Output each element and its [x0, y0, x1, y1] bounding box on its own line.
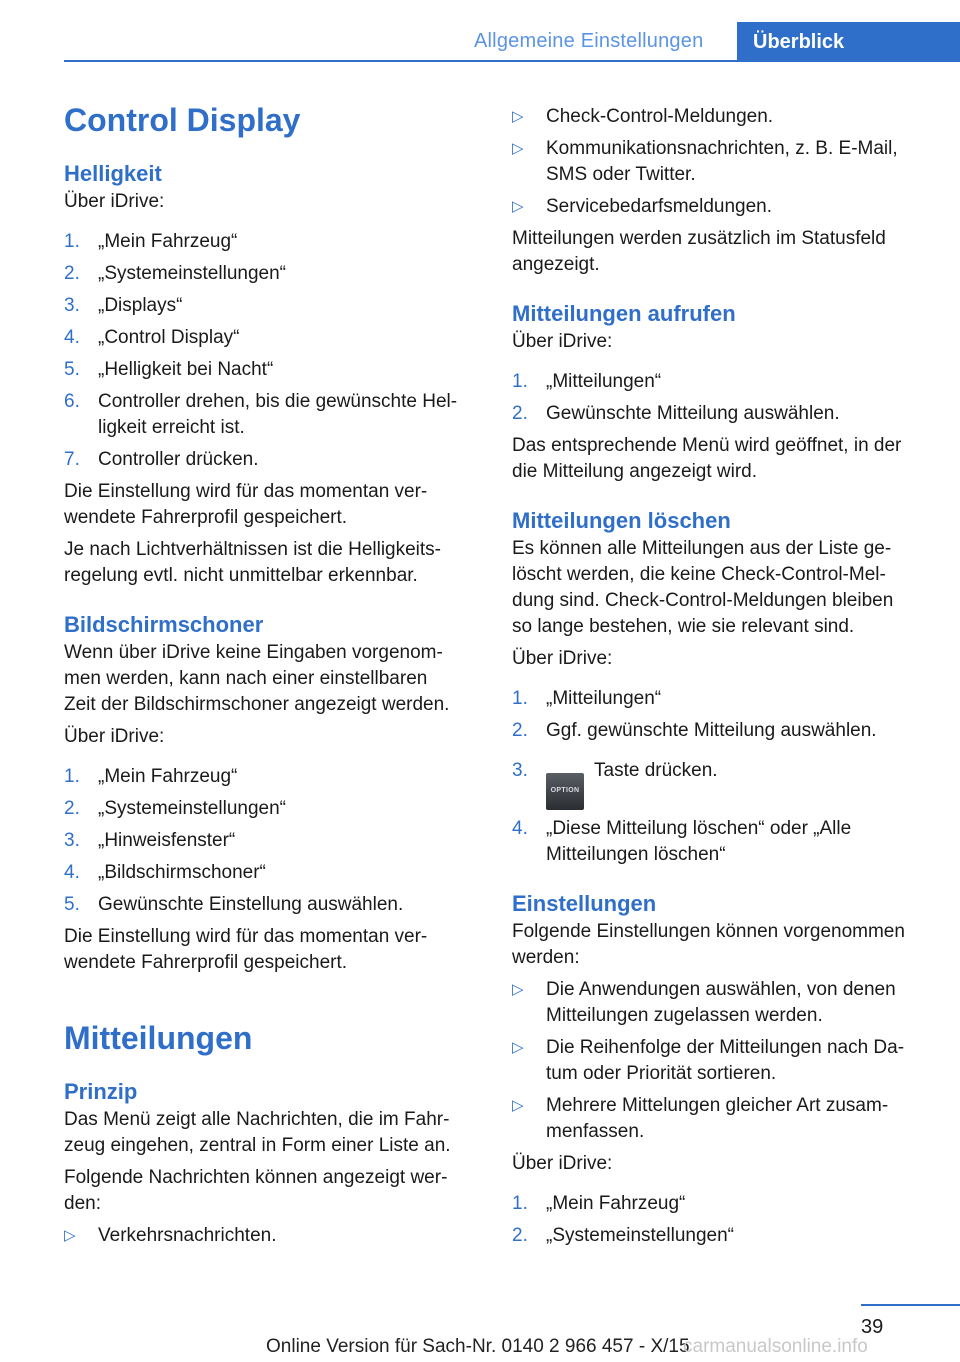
list-item: 1. „Mein Fahrzeug“	[64, 766, 238, 787]
triangle-bullet-icon: ▷	[64, 1227, 76, 1244]
triangle-bullet-icon: ▷	[512, 198, 524, 215]
heading-mitteilungen-loeschen: Mitteilungen löschen	[512, 508, 731, 533]
steps-bildschirmschoner	[64, 764, 484, 918]
intro-aufrufen: Über iDrive:	[512, 331, 613, 352]
list-item: 6. Controller drehen, bis die gewünschte Hel‐ ligkeit erreicht ist.	[64, 391, 458, 438]
list-item: 1. „Mitteilungen“	[512, 371, 662, 392]
header-rule	[64, 60, 960, 62]
triangle-bullet-icon: ▷	[512, 981, 524, 998]
steps-einstellungen	[512, 1191, 932, 1249]
heading-mitteilungen-aufrufen: Mitteilungen aufrufen	[512, 301, 736, 326]
text-prinzip: Das Menü zeigt alle Nachrichten, die im Fahr‐ zeug eingehen, zentral in Form einer Liste an.	[64, 1109, 451, 1156]
note-aufrufen: Das entsprechende Menü wird geöffnet, in der die Mitteilung angezeigt wird.	[512, 435, 902, 482]
text-loeschen: Es können alle Mitteilungen aus der Liste ge‐ löscht werden, die keine Check-Control-Mel‐ dung sind. Check-Control-Meldungen bleiben so lange bestehen, wie sie relevant sind.	[512, 538, 894, 637]
note-helligkeit-profil: Die Einstellung wird für das momentan ver‐ wendete Fahrerprofil gespeichert.	[64, 481, 428, 528]
triangle-bullet-icon: ▷	[512, 140, 524, 157]
triangle-bullet-icon: ▷	[512, 108, 524, 125]
list-item: 2. „Systemeinstellungen“	[64, 798, 286, 819]
bullets-nachrichten	[512, 104, 932, 220]
list-item: ▷ Verkehrsnachrichten.	[64, 1223, 484, 1249]
note-bildschirmschoner: Die Einstellung wird für das momentan ver‐ wendete Fahrerprofil gespeichert.	[64, 926, 428, 973]
footer-version-note: Online Version für Sach-Nr. 0140 2 966 457 - X/15	[266, 1336, 690, 1357]
list-item: 3. OPTIONTaste drücken.	[512, 758, 932, 810]
right-column	[512, 100, 932, 1249]
note-helligkeit-licht: Je nach Lichtverhältnissen ist die Helligkeits‐ regelung evtl. nicht unmittelbar erkennbar.	[64, 539, 442, 586]
left-column	[64, 100, 484, 1249]
page-number: 39	[861, 1316, 884, 1338]
steps-helligkeit	[64, 229, 484, 473]
list-item: 2. „Systemeinstellungen“	[512, 1225, 734, 1246]
list-item: 5. Gewünschte Einstellung auswählen.	[64, 894, 404, 915]
list-item: 1. „Mein Fahrzeug“	[64, 231, 238, 252]
list-item: ▷ Mehrere Mittelungen gleicher Art zusam‐ menfassen.	[512, 1095, 889, 1142]
list-item: 4. „Diese Mitteilung löschen“ oder „Alle Mitteilungen löschen“	[512, 818, 852, 865]
heading-helligkeit: Helligkeit	[64, 161, 162, 186]
section-tab-label: Überblick	[753, 31, 845, 53]
watermark: carmanualsonline.info	[683, 1336, 868, 1357]
note-statusfeld: Mitteilungen werden zusätzlich im Statusfeld angezeigt.	[512, 228, 886, 275]
triangle-bullet-icon: ▷	[512, 1039, 524, 1056]
section-tab	[737, 22, 960, 61]
text-bildschirmschoner: Wenn über iDrive keine Eingaben vorgenom‐ men werden, kann nach einer einstellbaren Zeit der Bildschirmschoner angezeigt werden.	[64, 642, 450, 715]
intro-loeschen: Über iDrive:	[512, 648, 613, 669]
list-item: 2. Gewünschte Mitteilung auswählen.	[512, 403, 840, 424]
list-item: 4. „Bildschirmschoner“	[64, 862, 266, 883]
list-item: ▷ Check-Control-Meldungen.	[512, 104, 932, 130]
steps-loeschen	[512, 686, 932, 868]
text-prinzip-2: Folgende Nachrichten können angezeigt wer‐ den:	[64, 1167, 448, 1214]
list-item: ▷ Servicebedarfsmeldungen.	[512, 194, 932, 220]
list-item: 5. „Helligkeit bei Nacht“	[64, 359, 274, 380]
bullets-prinzip	[64, 1223, 484, 1249]
heading-control-display: Control Display	[64, 102, 301, 138]
list-item: 1. „Mein Fahrzeug“	[512, 1193, 686, 1214]
heading-einstellungen: Einstellungen	[512, 891, 657, 916]
intro-helligkeit: Über iDrive:	[64, 191, 165, 212]
list-item: 2. Ggf. gewünschte Mitteilung auswählen.	[512, 720, 877, 741]
chapter-title: Allgemeine Einstellungen	[474, 30, 704, 52]
heading-mitteilungen: Mitteilungen	[64, 1020, 253, 1056]
text-einstellungen: Folgende Einstellungen können vorgenommen werden:	[512, 921, 905, 968]
footer-rule	[861, 1304, 960, 1306]
triangle-bullet-icon: ▷	[512, 1097, 524, 1114]
list-item: 4. „Control Display“	[64, 327, 240, 348]
bullets-einstellungen	[512, 977, 932, 1145]
steps-aufrufen	[512, 369, 932, 427]
intro-einstellungen: Über iDrive:	[512, 1153, 613, 1174]
list-item: 2. „Systemeinstellungen“	[64, 263, 286, 284]
option-button-icon: OPTION	[546, 773, 584, 810]
list-item: 1. „Mitteilungen“	[512, 688, 662, 709]
intro-bildschirmschoner: Über iDrive:	[64, 726, 165, 747]
list-item: ▷ Die Reihenfolge der Mitteilungen nach Da‐ tum oder Priorität sortieren.	[512, 1037, 905, 1084]
heading-bildschirmschoner: Bildschirmschoner	[64, 612, 264, 637]
heading-prinzip: Prinzip	[64, 1079, 138, 1104]
list-item: 3. „Displays“	[64, 295, 183, 316]
list-item: 3. „Hinweisfenster“	[64, 830, 236, 851]
list-item: 7. Controller drücken.	[64, 449, 259, 470]
list-item: ▷ Die Anwendungen auswählen, von denen Mitteilungen zugelassen werden.	[512, 979, 896, 1026]
list-item: ▷ Kommunikationsnachrichten, z. B. E-Mail, SMS oder Twitter.	[512, 138, 898, 185]
